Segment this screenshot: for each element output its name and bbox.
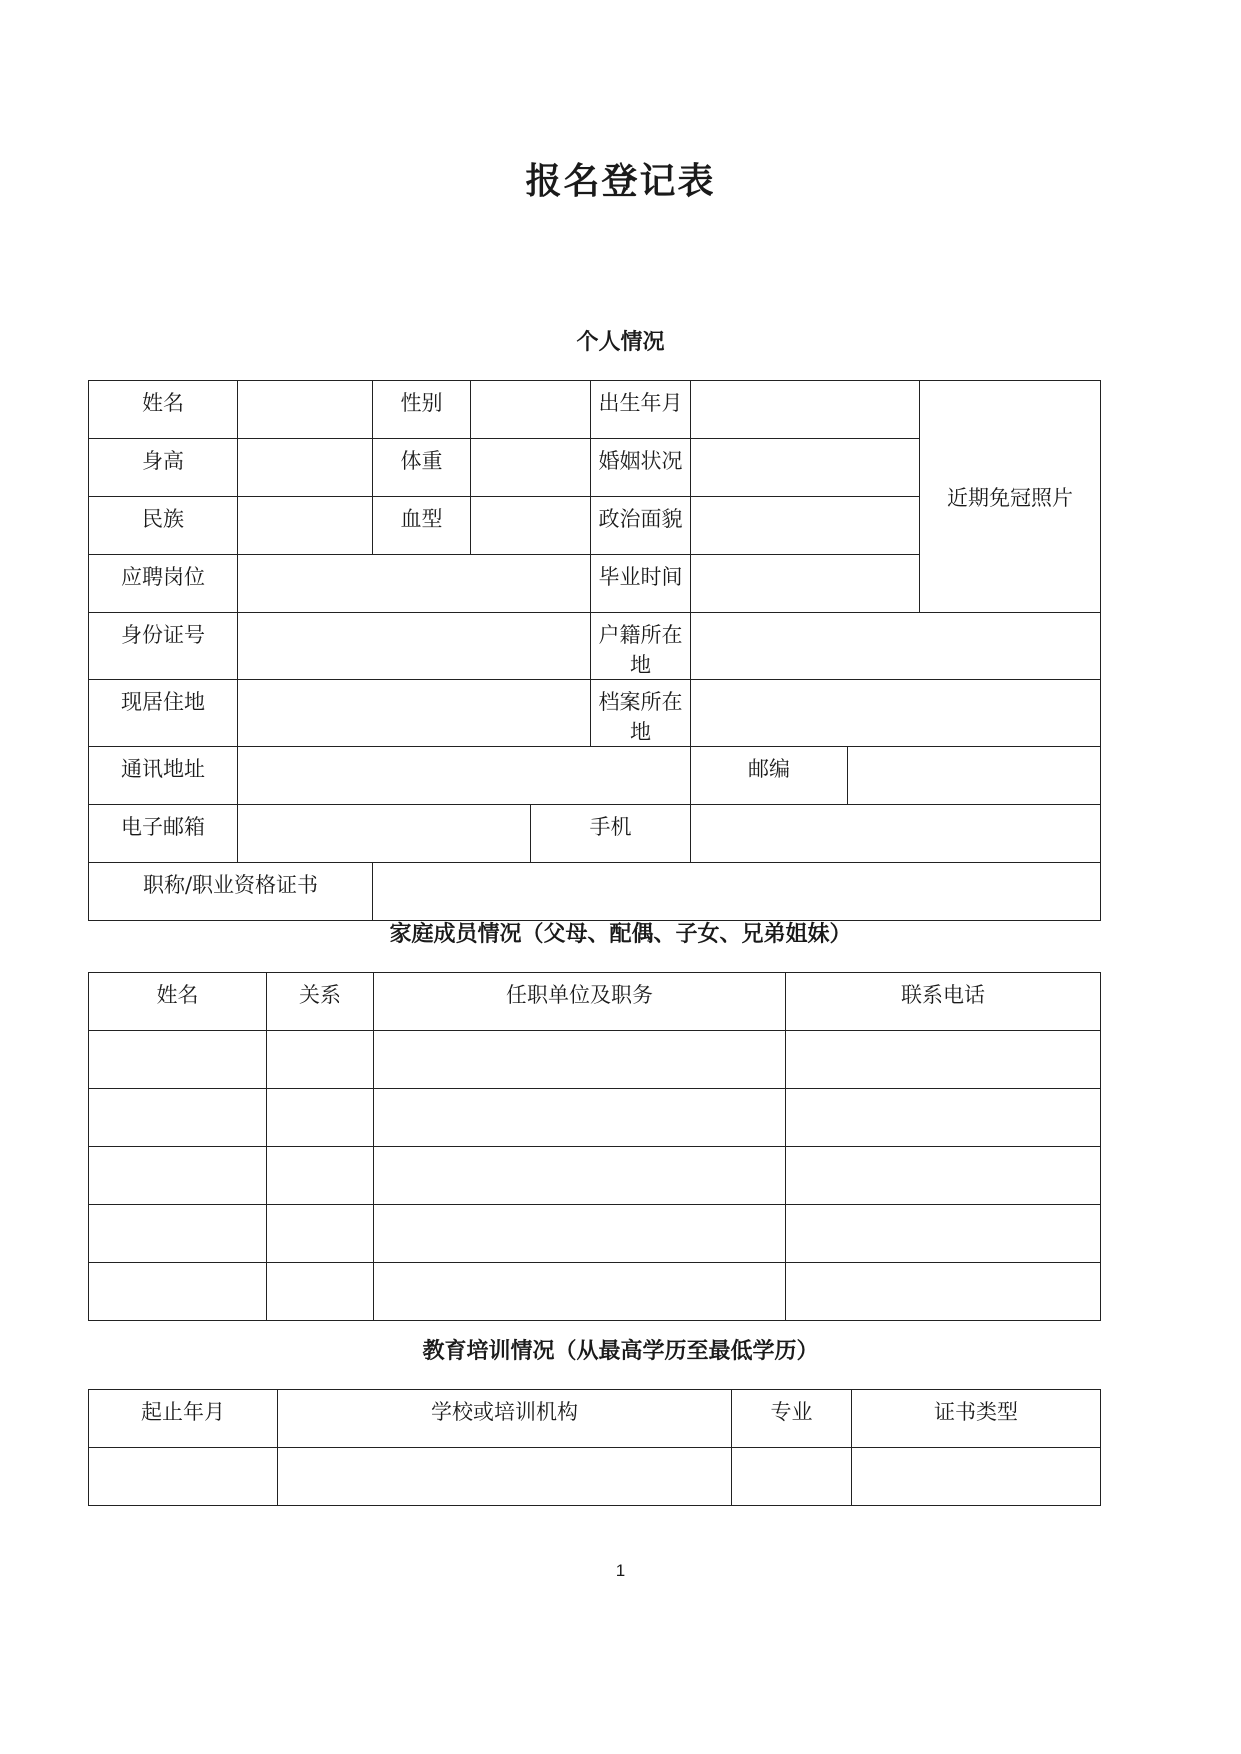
input-political[interactable] [691,497,920,555]
education-table [88,1389,1101,1506]
input-birth[interactable] [691,381,920,439]
family-cell[interactable] [267,1263,374,1321]
input-name[interactable] [238,381,373,439]
family-row [89,1205,1101,1263]
label-certificate: 职称/职业资格证书 [89,863,373,921]
label-residence: 现居住地 [89,680,238,747]
input-blood[interactable] [471,497,591,555]
family-header-name: 姓名 [89,973,267,1031]
input-email[interactable] [238,805,531,863]
input-position[interactable] [238,555,591,613]
input-height[interactable] [238,439,373,497]
education-header-period: 起止年月 [89,1390,278,1448]
input-weight[interactable] [471,439,591,497]
input-residence[interactable] [238,680,591,747]
document-title: 报名登记表 [525,160,716,202]
family-cell[interactable] [786,1147,1101,1205]
page-number: 1 [615,1561,626,1580]
education-cell[interactable] [278,1448,732,1506]
family-cell[interactable] [267,1089,374,1147]
label-hukou: 户籍所在地 [591,613,691,680]
family-cell[interactable] [374,1205,786,1263]
family-cell[interactable] [89,1031,267,1089]
family-cell[interactable] [374,1263,786,1321]
family-cell[interactable] [267,1031,374,1089]
education-cell[interactable] [89,1448,278,1506]
input-marital[interactable] [691,439,920,497]
education-cell[interactable] [732,1448,852,1506]
family-cell[interactable] [374,1089,786,1147]
family-row [89,1031,1101,1089]
family-cell[interactable] [89,1147,267,1205]
label-mobile: 手机 [531,805,691,863]
education-header-school: 学校或培训机构 [278,1390,732,1448]
label-birth: 出生年月 [591,381,691,439]
label-ethnicity: 民族 [89,497,238,555]
label-postcode: 邮编 [691,747,848,805]
family-cell[interactable] [89,1205,267,1263]
family-row [89,1263,1101,1321]
label-name: 姓名 [89,381,238,439]
label-blood: 血型 [373,497,471,555]
label-height: 身高 [89,439,238,497]
input-hukou[interactable] [691,613,1101,680]
family-cell[interactable] [89,1089,267,1147]
family-cell[interactable] [786,1205,1101,1263]
label-id-number: 身份证号 [89,613,238,680]
input-address[interactable] [238,747,691,805]
section-title-family: 家庭成员情况（父母、配偶、子女、兄弟姐妹） [389,921,852,947]
family-cell[interactable] [786,1031,1101,1089]
family-table [88,972,1101,1321]
family-cell[interactable] [374,1031,786,1089]
section-title-education: 教育培训情况（从最高学历至最低学历） [422,1338,819,1364]
label-graduation: 毕业时间 [591,555,691,613]
input-archive[interactable] [691,680,1101,747]
family-cell[interactable] [374,1147,786,1205]
input-gender[interactable] [471,381,591,439]
family-cell[interactable] [267,1205,374,1263]
family-row [89,1089,1101,1147]
education-header-certificate: 证书类型 [852,1390,1101,1448]
photo-box: 近期免冠照片 [920,381,1101,613]
family-cell[interactable] [89,1263,267,1321]
input-certificate[interactable] [373,863,1101,921]
label-address: 通讯地址 [89,747,238,805]
input-id-number[interactable] [238,613,591,680]
input-graduation[interactable] [691,555,920,613]
personal-info-table [88,380,1101,921]
input-ethnicity[interactable] [238,497,373,555]
family-row [89,1147,1101,1205]
label-archive: 档案所在地 [591,680,691,747]
label-gender: 性别 [373,381,471,439]
family-cell[interactable] [267,1147,374,1205]
label-marital: 婚姻状况 [591,439,691,497]
education-cell[interactable] [852,1448,1101,1506]
family-cell[interactable] [786,1089,1101,1147]
label-political: 政治面貌 [591,497,691,555]
section-title-personal: 个人情况 [576,329,665,355]
input-postcode[interactable] [848,747,1101,805]
label-position: 应聘岗位 [89,555,238,613]
family-header-phone: 联系电话 [786,973,1101,1031]
education-row [89,1448,1101,1506]
family-header-employer: 任职单位及职务 [374,973,786,1031]
label-email: 电子邮箱 [89,805,238,863]
family-cell[interactable] [786,1263,1101,1321]
family-header-relation: 关系 [267,973,374,1031]
input-mobile[interactable] [691,805,1101,863]
education-header-major: 专业 [732,1390,852,1448]
label-weight: 体重 [373,439,471,497]
